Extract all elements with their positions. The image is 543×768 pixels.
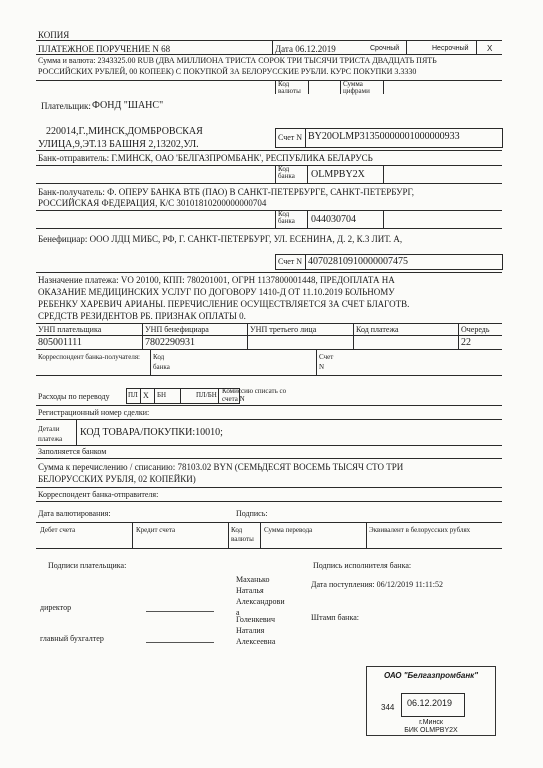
beneficiary-account-label: Счет N [278,257,303,266]
director-patronymic: Александрови [236,597,285,606]
correspondent-label: Корреспондент банка-получателя: [38,353,140,361]
sender-bank-code: OLMPBY2X [311,169,365,180]
debit-sum-line-1: Сумма к перечислению / списанию: 78103.02 BYN (СЕМЬДЕСЯТ ВОСЕМЬ ТЫСЯЧ СТО ТРИ [38,462,404,472]
document-date: Дата 06.12.2019 [275,44,336,54]
credit-account-label: Кредит счета [136,526,176,534]
expenses-pl: ПЛ [128,391,138,399]
beneficiary-account: 40702810910000007475 [308,256,408,267]
payer-label: Плательщик: [41,101,91,111]
bank-stamp [366,666,496,736]
copy-label: КОПИЯ [38,30,70,40]
expenses-plbn: ПЛ/БН [196,391,217,399]
payer-address-2: УЛИЦА,9,ЭТ.13 БАШНЯ 2,13202,УЛ. [38,139,199,150]
payment-code-header: Код платежа [356,325,399,334]
debit-account-label: Дебет счета [40,526,76,534]
purpose-line-3: РЕБЕНКУ ХАРЕВИЧ АРИАНЫ. ПЕРЕЧИСЛЕНИЕ ОСУЩЕСТВЛЯЕТСЯ ЗА СЧЕТ БЛАГОТВ. [38,299,410,309]
recipient-bank-code: 044030704 [311,214,356,225]
correspondent-account-label: Счет N [319,353,334,371]
accountant-surname: Голенкевич [236,615,275,624]
accountant-first-name: Наталия [236,626,265,635]
currency-code-label: Код валюты [278,80,301,95]
director-name [236,574,285,618]
payer-signatures-title: Подписи плательщика: [48,561,127,570]
correspondent-code-label: Код банка [153,353,170,371]
payer-account: BY20OLMP31350000001000000933 [308,131,460,142]
amount-line-1: Сумма и валюта: 2343325.00 RUB (ДВА МИЛЛИОНА ТРИСТА СОРОК ТРИ ТЫСЯЧИ ТРИСТА ДВАДЦАТЬ ПЯТЬ [38,56,437,65]
currency-code-bottom-label: Код валюты [231,526,254,543]
bank-stamp-label: Штамп банка: [311,613,359,622]
sum-digits-label: Сумма цифрами [343,80,370,95]
purpose-line-4: СРЕДСТВ РЕЗИДЕНТОВ РБ. ПРИЗНАК ОПЛАТЫ 0. [38,311,246,321]
receipt-date: Дата поступления: 06/12/2019 11:11:52 [311,580,443,589]
sender-correspondent-label: Корреспондент банка-отправителя: [38,490,159,499]
unp-beneficiary-header: УНП бенефициара [145,325,209,334]
commission-label: Комиссию списать со счета N [222,387,287,403]
document-title: ПЛАТЕЖНОЕ ПОРУЧЕНИЕ N 68 [38,44,171,54]
queue-header: Очередь [461,325,490,334]
stamp-city: г.Минск [419,719,443,726]
expenses-x-mark: X [143,391,149,400]
unp-payer: 805001111 [38,337,82,348]
payer-account-label: Счет N [278,133,303,142]
bank-fill-label: Заполняется банком [38,447,107,456]
recipient-bank-line-1: Банк-получатель: Ф. ОПЕРУ БАНКА ВТБ (ПАО) В САНКТ-ПЕТЕРБУРГЕ, САНКТ-ПЕТЕРБУРГ, [38,187,414,197]
registration-number-label: Регистрационный номер сделки: [38,408,150,417]
director-label: директор [40,603,72,612]
transfer-sum-label: Сумма перевода [264,526,313,534]
unp-beneficiary: 7802290931 [145,337,195,348]
non-urgent-label: Несрочный [432,45,469,52]
value-date-label: Дата валютирования: [38,509,111,518]
director-patronymic-tail: а [236,608,240,617]
non-urgent-mark: X [487,44,493,53]
bank-executor-signature-title: Подпись исполнителя банка: [313,561,412,570]
stamp-bank-name: ОАО "Белгазпромбанк" [383,671,479,680]
queue-value: 22 [461,337,471,348]
expenses-bn: БН [157,391,167,399]
signature-label: Подпись: [236,509,268,518]
sender-bank: Банк-отправитель: Г.МИНСК, ОАО 'БЕЛГАЗПРОМБАНК', РЕСПУБЛИКА БЕЛАРУСЬ [38,153,373,163]
recipient-bank-line-2: РОССИЙСКАЯ ФЕДЕРАЦИЯ, К/С 30101810200000000704 [38,198,267,208]
accountant-name [236,614,275,647]
details-label: Детали платежа [38,425,63,443]
recipient-bank-code-label: Код банка [278,210,295,225]
director-first-name: Наталья [236,586,264,595]
chief-accountant-label: главный бухгалтер [40,634,104,643]
stamp-bic: БИК OLMPBY2X [404,727,458,734]
amount-line-2: РОССИЙСКИХ РУБЛЕЙ, 00 КОПЕЕК) С ПОКУПКОЙ ЗА БЕЛОРУССКИЕ РУБЛИ. КУРС ПОКУПКИ 3.3330 [38,67,417,76]
purpose-line-2: ОКАЗАНИЕ МЕДИЦИНСКИХ УСЛУГ ПО ДОГОВОРУ 1410-Д ОТ 11.10.2019 БОЛЬНОМУ [38,287,395,297]
accountant-patronymic: Алексеевна [236,637,276,646]
payer-address-1: 220014,Г.,МИНСК,ДОМБРОВСКАЯ [46,126,203,137]
stamp-date: 06.12.2019 [407,698,453,708]
director-surname: Маханько [236,575,270,584]
purpose-line-1: Назначение платежа: VO 20100, КПП: 780201001, ОГРН 1137800001448, ПРЕДОПЛАТА НА [38,275,395,285]
equivalent-label: Эквивалент в белорусских рублях [369,526,471,534]
payer-name: ФОНД "ШАНС" [92,100,164,111]
unp-third-party-header: УНП третьего лица [250,325,317,334]
stamp-number: 344 [381,703,395,712]
unp-payer-header: УНП плательщика [38,325,102,334]
urgent-label: Срочный [370,45,400,52]
expenses-label: Расходы по переводу [38,392,110,401]
details-value: КОД ТОВАРА/ПОКУПКИ:10010; [80,427,223,438]
debit-sum-line-2: БЕЛОРУССКИХ РУБЛЯ, 02 КОПЕЙКИ) [38,474,196,484]
beneficiary: Бенефициар: ООО ЛДЦ МИБС, РФ, Г. САНКТ-ПЕТЕРБУРГ, УЛ. ЕСЕНИНА, Д. 2, К.3 ЛИТ. А, [38,234,403,244]
sender-bank-code-label: Код банка [278,165,295,180]
